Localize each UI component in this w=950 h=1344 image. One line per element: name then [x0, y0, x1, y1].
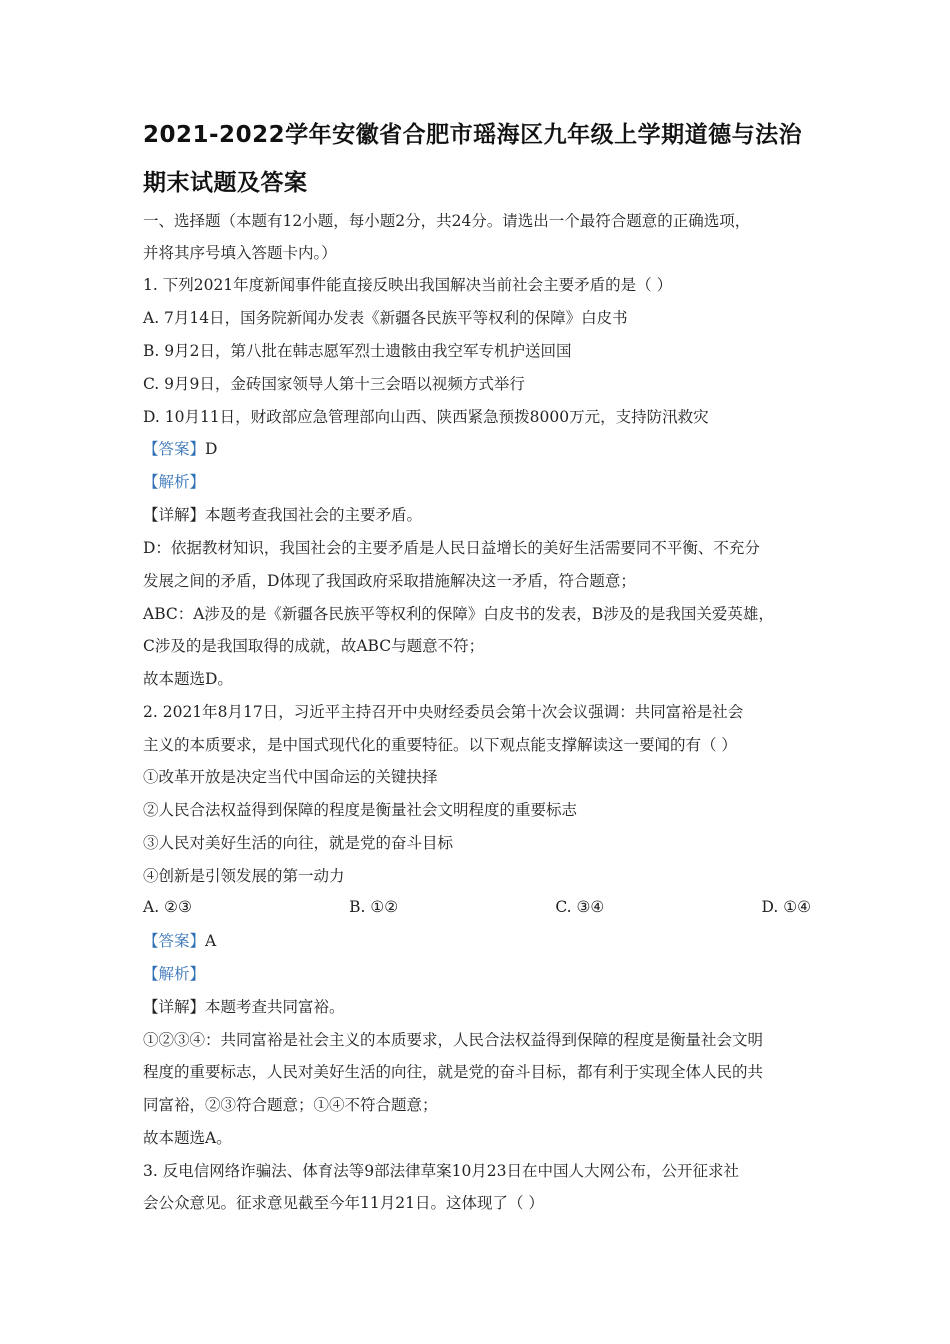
question-1-option-b: B. 9月2日，第八批在韩志愿军烈士遗骸由我空军专机护送回国 [143, 342, 572, 360]
question-2-detail-line-5: 故本题选A。 [143, 1129, 232, 1147]
question-1-detail-line-1: 【详解】本题考查我国社会的主要矛盾。 [143, 506, 423, 524]
question-2-item-2: ②人民合法权益得到保障的程度是衡量社会文明程度的重要标志 [143, 801, 578, 819]
question-2-item-4: ④创新是引领发展的第一动力 [143, 867, 345, 885]
answer-tag: 【答案】 [143, 440, 206, 458]
document-title-line-1: 2021-2022学年安徽省合肥市瑶海区九年级上学期道德与法治 [143, 122, 803, 148]
question-1-stem: 1. 下列2021年度新闻事件能直接反映出我国解决当前社会主要矛盾的是（ ） [143, 276, 673, 294]
question-2-detail-line-3: 程度的重要标志，人民对美好生活的向往，就是党的奋斗目标，都有利于实现全体人民的共 [143, 1063, 764, 1081]
question-2-detail-line-4: 同富裕，②③符合题意；①④不符合题意； [143, 1096, 438, 1114]
section-instruction-line-2: 并将其序号填入答题卡内。） [143, 244, 337, 262]
question-1-analysis-tag: 【解析】 [143, 473, 206, 491]
question-1-option-c: C. 9月9日，金砖国家领导人第十三会晤以视频方式举行 [143, 375, 525, 393]
question-2-answer [143, 931, 811, 951]
question-2-option-a: A. ②③ [143, 898, 192, 916]
question-1-detail-line-5: C涉及的是我国取得的成就，故ABC与题意不符； [143, 637, 485, 655]
question-1-answer [143, 439, 811, 459]
question-2-item-3: ③人民对美好生活的向往，就是党的奋斗目标 [143, 834, 454, 852]
question-2-stem-line-2: 主义的本质要求，是中国式现代化的重要特征。以下观点能支撑解读这一要闻的有（ ） [143, 736, 737, 754]
question-1-detail-line-6: 故本题选D。 [143, 670, 233, 688]
question-2-option-d: D. ①④ [761, 898, 811, 916]
question-1-detail-line-4: ABC：A涉及的是《新疆各民族平等权利的保障》白皮书的发表，B涉及的是我国关爱英雄， [143, 605, 774, 623]
question-1-option-d: D. 10月11日，财政部应急管理部向山西、陕西紧急预拨8000万元，支持防汛救灾 [143, 408, 709, 426]
answer-value: A [205, 932, 217, 950]
document-title-line-2: 期末试题及答案 [143, 170, 308, 196]
section-instruction-line-1: 一、选择题（本题有12小题，每小题2分，共24分。请选出一个最符合题意的正确选项， [143, 212, 751, 230]
question-2-analysis-tag: 【解析】 [143, 965, 206, 983]
question-3-stem-line-2: 会公众意见。征求意见截至今年11月21日。这体现了（ ） [143, 1194, 544, 1212]
question-2-stem-line-1: 2. 2021年8月17日，习近平主持召开中央财经委员会第十次会议强调：共同富裕是社会 [143, 703, 744, 721]
question-1-detail-line-3: 发展之间的矛盾，D体现了我国政府采取措施解决这一矛盾，符合题意； [143, 572, 636, 590]
answer-tag: 【答案】 [143, 932, 206, 950]
answer-value: D [205, 440, 218, 458]
question-2-option-b: B. ①② [349, 898, 399, 916]
question-1-detail-line-2: D：依据教材知识，我国社会的主要矛盾是人民日益增长的美好生活需要同不平衡、不充分 [143, 539, 760, 557]
question-2-options [143, 898, 811, 916]
question-2-detail-line-2: ①②③④：共同富裕是社会主义的本质要求，人民合法权益得到保障的程度是衡量社会文明 [143, 1031, 764, 1049]
question-2-detail-line-1: 【详解】本题考查共同富裕。 [143, 998, 345, 1016]
question-2-item-1: ①改革开放是决定当代中国命运的关键抉择 [143, 768, 438, 786]
question-2-option-c: C. ③④ [555, 898, 605, 916]
question-1-option-a: A. 7月14日，国务院新闻办发表《新疆各民族平等权利的保障》白皮书 [143, 309, 628, 327]
question-3-stem-line-1: 3. 反电信网络诈骗法、体育法等9部法律草案10月23日在中国人大网公布，公开征求社 [143, 1162, 740, 1180]
